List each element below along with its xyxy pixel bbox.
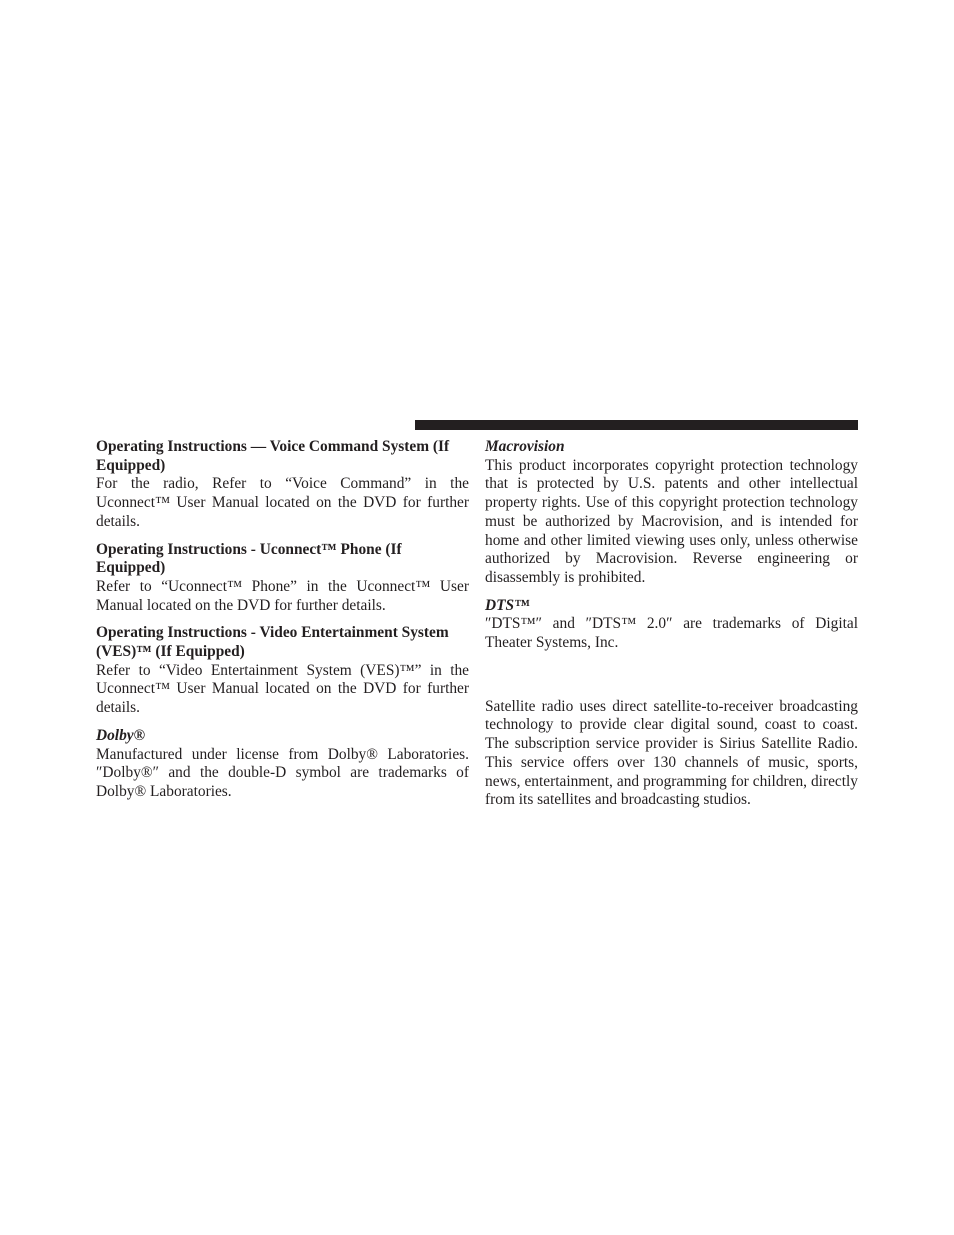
satellite-radio-body: Satellite radio uses direct satellite-to-receiver broadcasting technology to provide clear digital sound, coast to coast. The subscription service provider is Sirius Satellite Radio. This service offers over 130 channels of music, sports, news, entertainment, and programming for children, directly from its satellites and broadcasting studios.: [485, 697, 858, 809]
ves-heading: Operating Instructions - Video Entertainment System (VES)™ (If Equipped): [96, 624, 449, 661]
voice-command-heading: Operating Instructions — Voice Command System (If Equipped): [96, 438, 450, 474]
dts-body: ″DTS™″ and ″DTS™ 2.0″ are trademarks of Digital Theater Systems, Inc.: [485, 615, 858, 652]
uconnect-phone-body: Refer to “Uconnect™ Phone” in the Uconnect™ User Manual located on the DVD for further details.: [96, 577, 469, 614]
section-header-bar: [415, 420, 858, 430]
dolby-body: Manufactured under license from Dolby® Laboratories. ″Dolby®″ and the double-D symbol are trademarks of Dolby® Laboratories.: [96, 745, 469, 800]
uconnect-phone-section: [96, 541, 469, 616]
macrovision-title: Macrovision: [485, 438, 565, 455]
right-column: [485, 438, 858, 819]
dts-title: DTS™: [485, 596, 530, 614]
dts-section: [485, 597, 858, 653]
satellite-radio-section: [485, 698, 858, 810]
macrovision-section: [485, 438, 858, 588]
dolby-section: [96, 727, 469, 802]
dolby-title: Dolby®: [96, 726, 146, 744]
section-gap: [485, 662, 858, 698]
macrovision-body: This product incorporates copyright protection technology that is protected by U.S. patents and other intellectual property rights. Use of this copyright protection technology must be authorized by Macrovision, and is intended for home and other limited viewing uses only, unless otherwise authorized by Macrovision. Reverse engineering or disassembly is prohibited.: [485, 456, 858, 586]
voice-command-section: [96, 438, 469, 532]
ves-body: Refer to “Video Entertainment System (VES)™” in the Uconnect™ User Manual located on the DVD for further details.: [96, 661, 469, 717]
left-column: [96, 438, 469, 811]
uconnect-phone-heading: Operating Instructions - Uconnect™ Phone (If Equipped): [96, 540, 402, 577]
voice-command-body: For the radio, Refer to “Voice Command” in the Uconnect™ User Manual located on the DVD for further details.: [96, 475, 469, 530]
ves-section: [96, 624, 469, 718]
